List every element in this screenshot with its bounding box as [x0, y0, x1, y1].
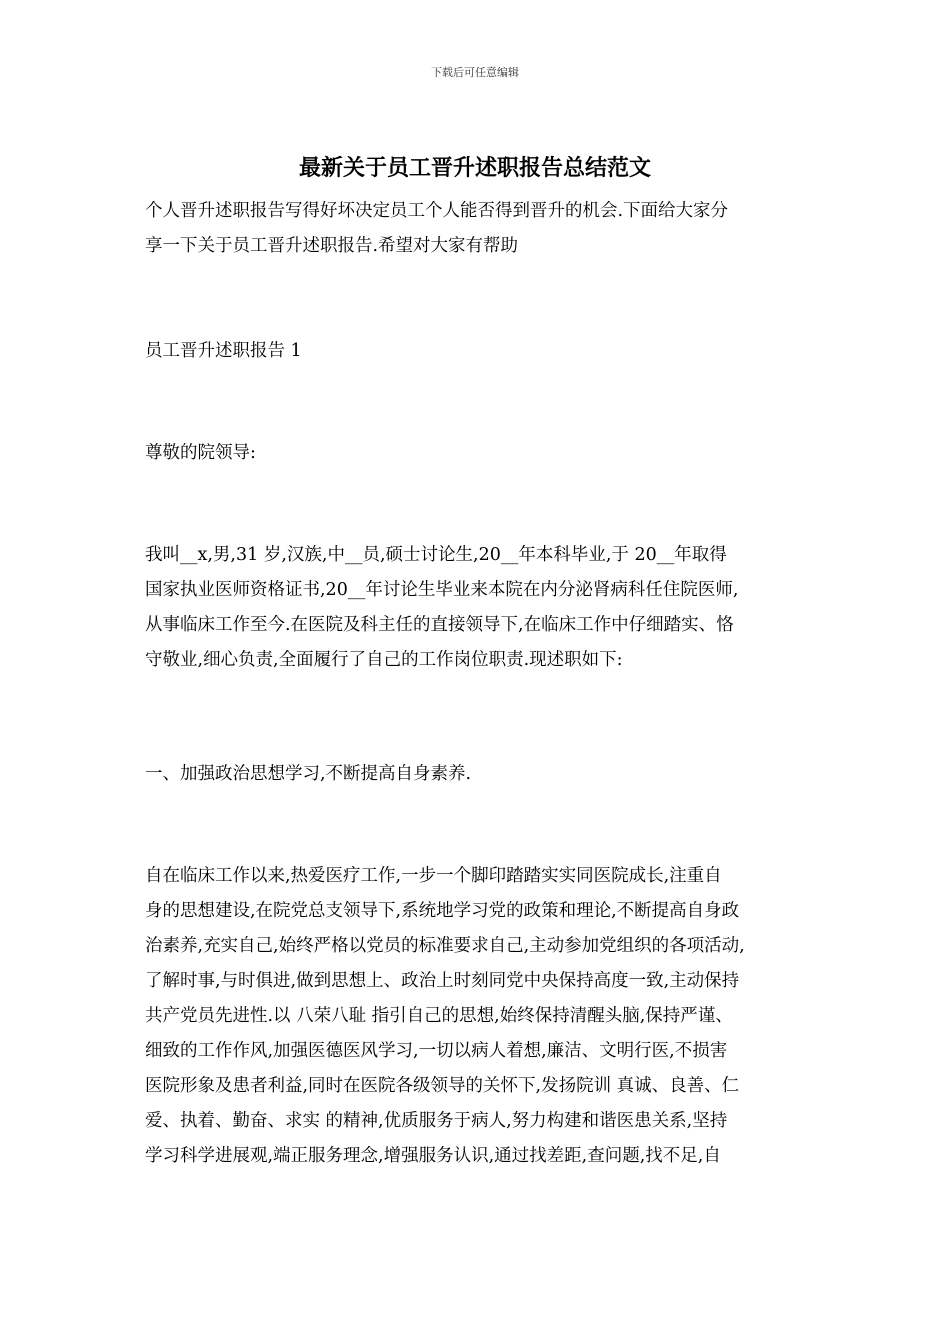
section-1-heading-text: 一、加强政治思想学习,不断提高自身素养.: [145, 764, 472, 784]
intro-line: 个人晋升述职报告写得好坏决定员工个人能否得到晋升的机会.下面给大家分: [145, 201, 729, 221]
paragraph-2: [145, 859, 813, 1174]
paragraph-1-line: 国家执业医师资格证书,20__年讨论生毕业来本院在内分泌肾病科任住院医师,: [145, 580, 739, 600]
header-note: 下载后可任意编辑: [431, 66, 519, 79]
intro-line: 享一下关于员工晋升述职报告.希望对大家有帮助: [145, 236, 519, 256]
paragraph-2-line: 医院形象及患者利益,同时在医院各级领导的关怀下,发扬院训 真诚、良善、仁: [145, 1076, 740, 1096]
paragraph-2-line: 身的思想建设,在院党总支领导下,系统地学习党的政策和理论,不断提高自身政: [145, 901, 740, 921]
paragraph-2-line: 治素养,充实自己,始终严格以党员的标准要求自己,主动参加党组织的各项活动,: [145, 936, 745, 956]
paragraph-2-line: 爱、执着、勤奋、求实 的精神,优质服务于病人,努力构建和谐医患关系,坚持: [145, 1111, 728, 1131]
document-title: 最新关于员工晋升述职报告总结范文: [298, 155, 651, 181]
greeting-text: 尊敬的院领导:: [145, 443, 256, 463]
paragraph-2-line: 学习科学进展观,端正服务理念,增强服务认识,通过找差距,查问题,找不足,自: [145, 1146, 721, 1166]
section-1-heading: [145, 757, 813, 792]
report-heading: [145, 334, 813, 369]
paragraph-1-line: 守敬业,细心负责,全面履行了自己的工作岗位职责.现述职如下:: [145, 650, 623, 670]
paragraph-1: [145, 538, 813, 678]
paragraph-2-line: 细致的工作作风,加强医德医风学习,一切以病人着想,廉洁、文明行医,不损害: [145, 1041, 728, 1061]
paragraph-2-line: 共产党员先进性.以 八荣八耻 指引自己的思想,始终保持清醒头脑,保持严谨、: [145, 1006, 733, 1026]
paragraph-1-line: 从事临床工作至今.在医院及科主任的直接领导下,在临床工作中仔细踏实、恪: [145, 615, 734, 635]
paragraph-2-line: 了解时事,与时俱进,做到思想上、政治上时刻同党中央保持高度一致,主动保持: [145, 971, 740, 991]
report-heading-text: 员工晋升述职报告 1: [145, 341, 302, 361]
intro-paragraph: [145, 194, 813, 264]
paragraph-2-line: 自在临床工作以来,热爱医疗工作,一步一个脚印踏踏实实同医院成长,注重自: [145, 866, 722, 886]
greeting: [145, 436, 813, 471]
paragraph-1-line: 我叫__x,男,31 岁,汉族,中__员,硕士讨论生,20__年本科毕业,于 20__年取得: [145, 545, 727, 565]
